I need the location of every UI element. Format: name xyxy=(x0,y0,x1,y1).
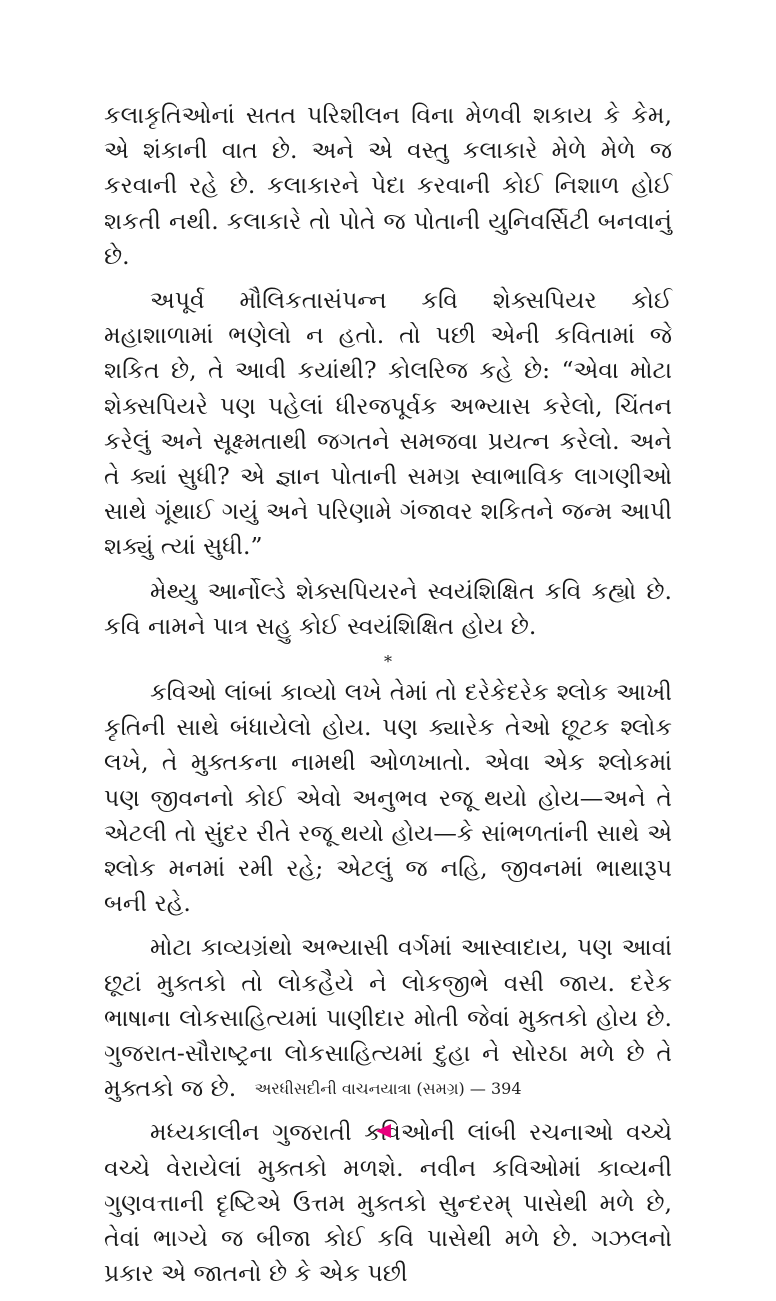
paragraph-2: અપૂર્વ મૌલિકતાસંપન્ન કવિ શેક્સપિયર કોઈ મહાશાળામાં ભણેલો ન હતો. તો પછી એની કવિતામાં જે શકિત છે, તે આવી કયાંથી? કોલરિજ કહે છે: “એવા મોટા શેક્સપિયરે પણ પહેલાં ધીરજપૂર્વક અભ્યાસ કરેલો, ચિંતન કરેલું અને સૂક્ષ્મતાથી જગતને સમજવા પ્રયત્ન કરેલો. અને તે ક્યાં સુધી? એ જ્ઞાન પોતાની સમગ્ર સ્વાભાવિક લાગણીઓ સાથે ગૂંથાઈ ગયું અને પરિણામે ગંજાવર શકિતને જન્મ આપી શક્યું ત્યાં સુધી.” xyxy=(104,286,672,561)
paragraph-3: મેથ્યુ આર્નોલ્ડે શેક્સપિયરને સ્વયંશિક્ષિત કવિ કહ્યો છે. કવિ નામને પાત્ર સહુ કોઈ સ્વયંશિક્ષિત હોય છે. xyxy=(104,576,672,640)
previous-page-arrow-icon[interactable] xyxy=(376,1124,391,1138)
paragraph-1: કલાકૃતિઓનાં સતત પરિશીલન વિના મેળવી શકાય કે કેમ, એ શંકાની વાત છે. અને એ વસ્તુ કલાકારે મેળે મેળે જ કરવાની રહે છે. કલાકારને પેદા કરવાની કોઈ નિશાળ હોઈ શકતી નથી. કલાકારે તો પોતે જ પોતાની યુનિવર્સિટી બનવાનું છે. xyxy=(104,101,672,270)
page-footer: અરધીસદીની વાચનયાત્રા (સમગ્ર) — 394 xyxy=(254,1079,522,1098)
section-separator: * xyxy=(384,652,392,672)
paragraph-6: મધ્યકાલીન ગુજરાતી કવિઓની લાંબી રચનાઓ વચ્ચે વચ્ચે વેરાયેલાં મુક્તકો મળશે. નવીન કવિઓમાં કાવ્યની ગુણવત્તાની દૃષ્ટિએ ઉત્તમ મુક્તકો સુન્દરમ્ પાસેથી મળે છે, તેવાં ભાગ્યે જ બીજા કોઈ કવિ પાસેથી મળે છે. ગઝલનો પ્રકાર એ જાતનો છે કે એક પછી xyxy=(104,1118,672,1288)
paragraph-5: મોટા કાવ્યગ્રંથો અભ્યાસી વર્ગમાં આસ્વાદાય, પણ આવાં છૂટાં મુક્તકો તો લોકહૈયે ને લોકજીભે વસી જાય. દરેક ભાષાના લોકસાહિત્યમાં પાણીદાર મોતી જેવાં મુક્તકો હોય છે. ગુજરાત-સૌરાષ્ટ્રના લોકસાહિત્યમાં દુહા ને સોરઠા મળે છે તે મુક્તકો જ છે. xyxy=(104,933,672,1103)
page-body xyxy=(104,98,672,1301)
paragraph-4: કવિઓ લાંબાં કાવ્યો લખે તેમાં તો દરેકેદરેક શ્લોક આખી કૃતિની સાથે બંધાયેલો હોય. પણ ક્યારેક તેઓ છૂટક શ્લોક લખે, તે મુક્તકના નામથી ઓળખાતો. એવા એક શ્લોકમાં પણ જીવનનો કોઈ એવો અનુભવ રજૂ થયો હોય—અને તે એટલી તો સુંદર રીતે રજૂ થયો હોય—કે સાંભળતાંની સાથે એ શ્લોક મનમાં રમી રહે; એટલું જ નહિ, જીવનમાં ભાથારૂપ બની રહે. xyxy=(104,678,672,918)
